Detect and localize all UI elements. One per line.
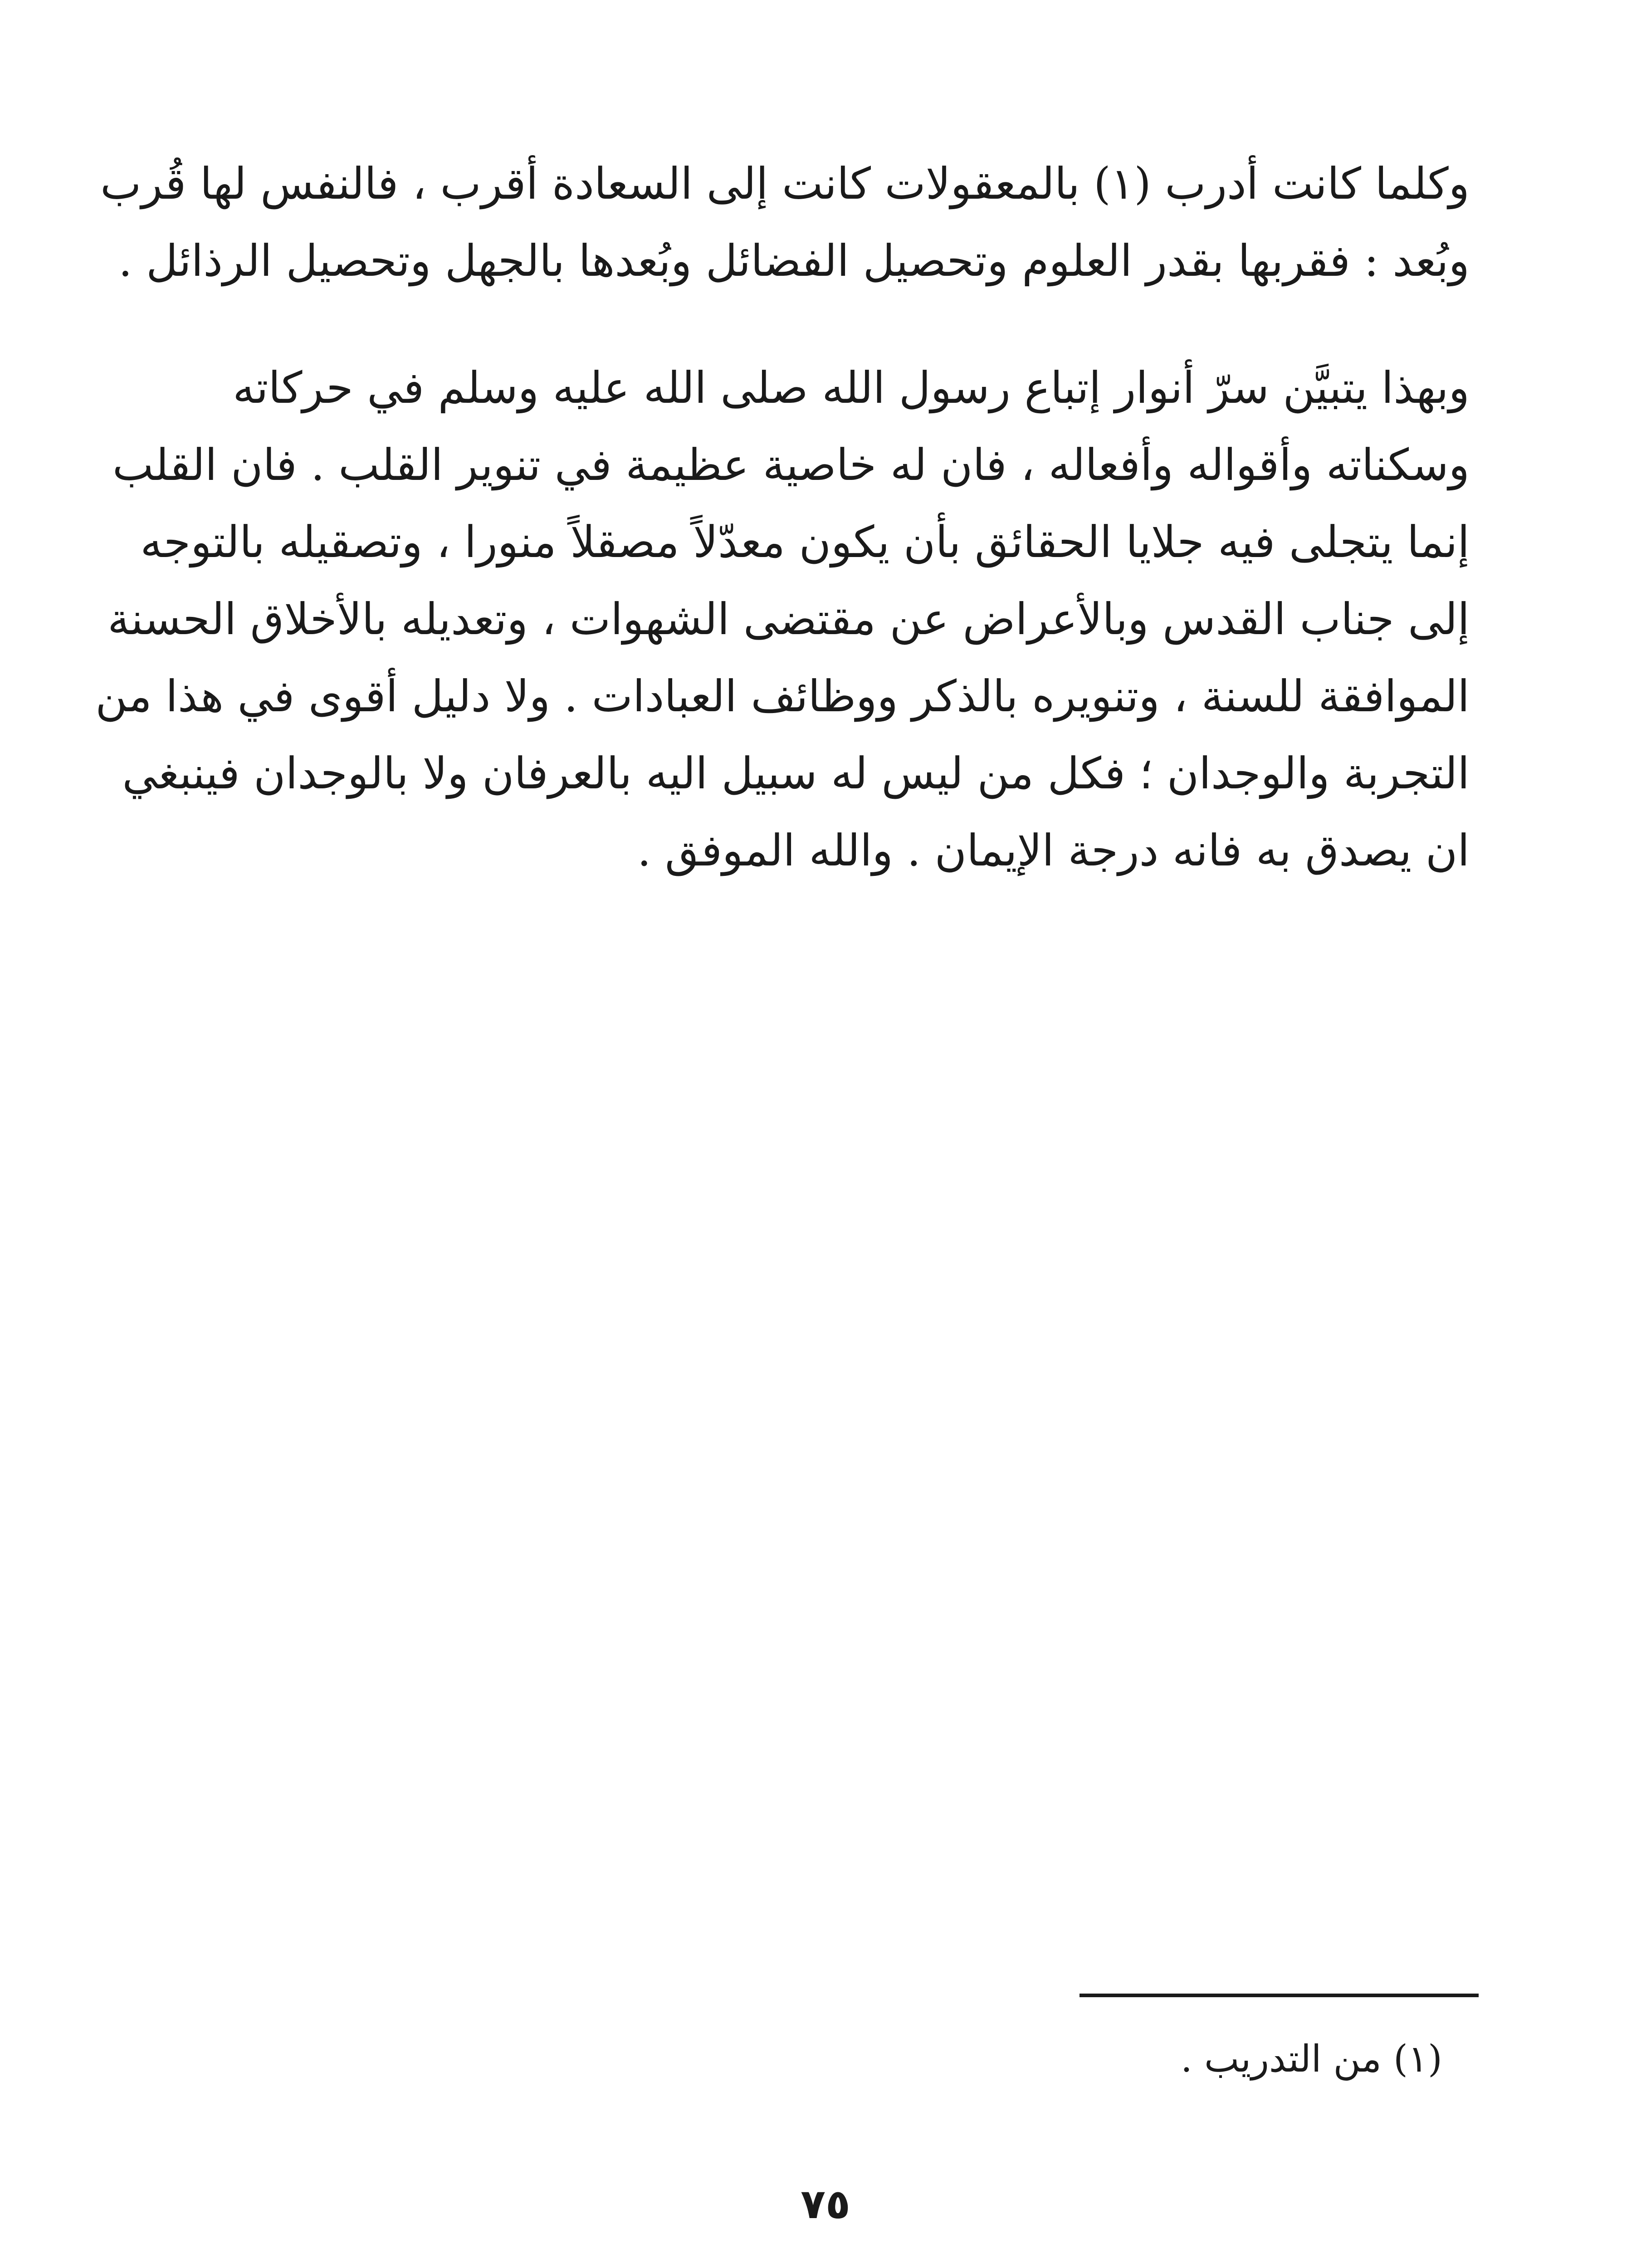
page-number: ٧٥ (801, 2180, 850, 2228)
text-line: وسكناته وأقواله وأفعاله ، فان له خاصية عظيمة في تنوير القلب . فان القلب (112, 440, 1470, 490)
text-line: التجربة والوجدان ؛ فكل من ليس له سبيل اليه بالعرفان ولا بالوجدان فينبغي (122, 748, 1470, 799)
text-line: إنما يتجلى فيه جلايا الحقائق بأن يكون معدّلاً مصقلاً منورا ، وتصقيله بالتوجه (140, 517, 1470, 567)
footnote-divider (1080, 1994, 1479, 1997)
text-line: وبُعد : فقربها بقدر العلوم وتحصيل الفضائل وبُعدها بالجهل وتحصيل الرذائل . (118, 235, 1470, 286)
text-line: ان يصدق به فانه درجة الإيمان . والله الموفق . (637, 825, 1470, 876)
text-line: وبهذا يتبيَّن سرّ أنوار إتباع رسول الله صلى الله عليه وسلم في حركاته (233, 362, 1470, 413)
footnote: (١) من التدريب . (1180, 2038, 1442, 2081)
paragraph-1 (100, 145, 1470, 299)
text-line: الموافقة للسنة ، وتنويره بالذكر ووظائف العبادات . ولا دليل أقوى في هذا من (95, 671, 1470, 722)
text-line: إلى جناب القدس وبالأعراض عن مقتضى الشهوات ، وتعديله بالأخلاق الحسنة (107, 594, 1470, 645)
paragraph-2 (95, 349, 1470, 889)
text-line: وكلما كانت أدرب (١) بالمعقولات كانت إلى السعادة أقرب ، فالنفس لها قُرب (100, 158, 1470, 209)
